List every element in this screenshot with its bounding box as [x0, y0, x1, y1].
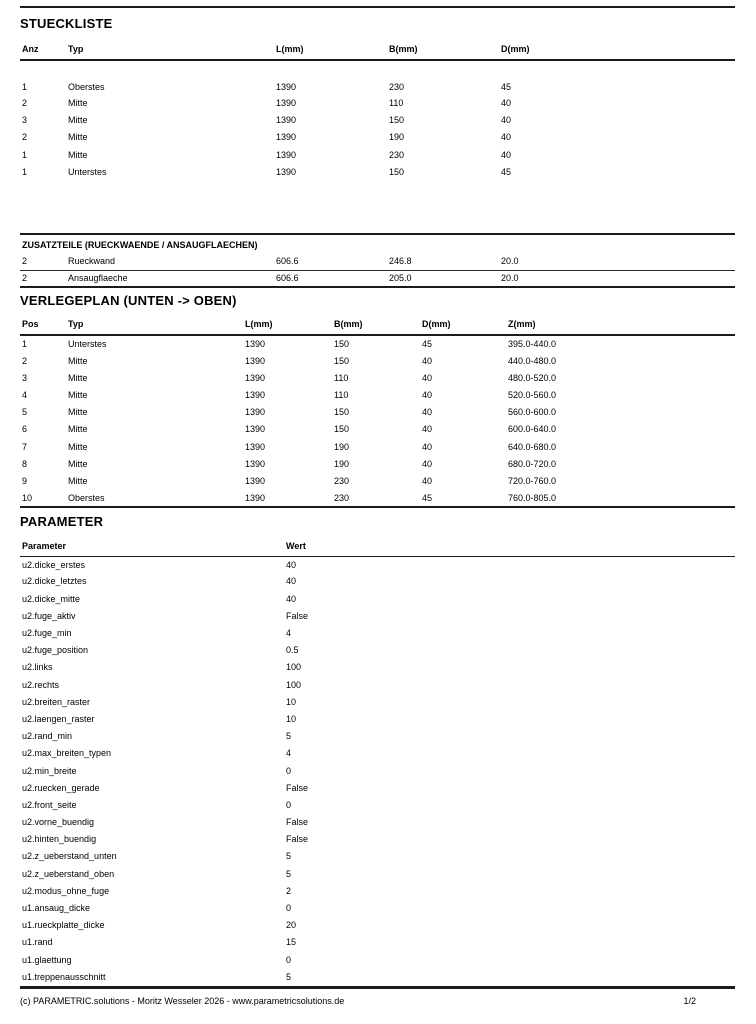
table-row [20, 370, 735, 387]
cell-parameter-wert: 0 [286, 903, 292, 914]
footer-rule [20, 986, 735, 989]
table-row [20, 556, 735, 573]
cell-l: 606.6 [276, 272, 299, 283]
cell-d: 40 [501, 132, 512, 143]
cell-parameter-name: u2.links [22, 662, 53, 673]
cell-typ: Mitte [68, 475, 88, 486]
cell-parameter-name: u2.max_breiten_typen [22, 748, 112, 759]
cell-typ: Mitte [68, 98, 88, 109]
cell-typ: Mitte [68, 458, 88, 469]
cell-z: 520.0-560.0 [508, 389, 557, 400]
cell-parameter-name: u2.fuge_aktiv [22, 610, 76, 621]
column-header-anz: Anz [20, 41, 68, 60]
cell-parameter-wert: 40 [286, 593, 297, 604]
cell-z: 760.0-805.0 [508, 492, 557, 503]
column-header-wert: Wert [286, 537, 735, 556]
cell-d: 40 [422, 407, 433, 418]
cell-d: 40 [422, 475, 433, 486]
table-row [20, 573, 735, 590]
cell-parameter-wert: 40 [286, 576, 297, 587]
cell-parameter-wert: 4 [286, 628, 292, 639]
table-row [20, 659, 735, 676]
cell-parameter-name: u1.rueckplatte_dicke [22, 920, 105, 931]
cell-d: 45 [422, 338, 433, 349]
cell-parameter-wert: 4 [286, 748, 292, 759]
cell-typ: Mitte [68, 389, 88, 400]
table-row [20, 335, 735, 352]
cell-parameter-name: u2.z_ueberstand_unten [22, 851, 117, 862]
cell-parameter-name: u1.treppenausschnitt [22, 971, 106, 982]
cell-typ: Ansaugflaeche [68, 272, 128, 283]
cell-l: 1390 [245, 355, 266, 366]
cell-typ: Mitte [68, 115, 88, 126]
cell-l: 1390 [245, 475, 266, 486]
cell-parameter-wert: 40 [286, 559, 297, 570]
stueckliste-title: STUECKLISTE [20, 16, 113, 31]
table-row [20, 934, 735, 951]
cell-parameter-wert: 100 [286, 662, 302, 673]
cell-parameter-wert: 10 [286, 696, 297, 707]
table-row [20, 900, 735, 917]
cell-l: 606.6 [276, 253, 389, 270]
cell-parameter-wert: 5 [286, 868, 292, 879]
cell-parameter-wert: 0 [286, 799, 292, 810]
cell-d: 40 [501, 149, 512, 160]
cell-b: 205.0 [389, 272, 412, 283]
cell-z: 560.0-600.0 [508, 407, 557, 418]
table-row [20, 112, 735, 129]
column-header-z: Z(mm) [508, 316, 735, 335]
cell-d: 40 [422, 441, 433, 452]
cell-b: 150 [334, 355, 350, 366]
table-row [20, 625, 735, 642]
cell-typ: Rueckwand [68, 253, 276, 270]
cell-parameter-wert: 0 [286, 954, 292, 965]
cell-parameter-wert: 5 [286, 971, 292, 982]
cell-l: 1390 [276, 98, 297, 109]
column-header-pos: Pos [20, 316, 68, 335]
cell-parameter-name: u2.dicke_mitte [22, 593, 81, 604]
cell-l: 1390 [245, 458, 266, 469]
table-row [20, 473, 735, 490]
cell-parameter-name: u2.laengen_raster [22, 713, 95, 724]
cell-l: 1390 [276, 81, 297, 92]
cell-d: 40 [501, 98, 512, 109]
table-row [20, 728, 735, 745]
cell-d: 40 [422, 355, 433, 366]
table-row [20, 608, 735, 625]
cell-parameter-wert: 0.5 [286, 645, 299, 656]
cell-pos: 5 [22, 407, 28, 418]
cell-l: 1390 [276, 132, 297, 143]
cell-z: 680.0-720.0 [508, 458, 557, 469]
cell-anz: 3 [22, 115, 28, 126]
cell-pos: 6 [22, 424, 28, 435]
table-row [20, 60, 735, 95]
table-row [20, 270, 735, 287]
column-header-typ: Typ [68, 316, 245, 335]
cell-parameter-name: u1.rand [22, 937, 53, 948]
table-row [20, 642, 735, 659]
cell-b: 150 [389, 115, 405, 126]
parameter-table [20, 537, 735, 986]
page-number: 1/2 [683, 996, 696, 1006]
copyright-text: (c) PARAMETRIC.solutions - Moritz Wesseler 2026 - www.parametricsolutions.de [20, 996, 345, 1006]
stueckliste-header-row [20, 41, 735, 60]
cell-d: 40 [422, 389, 433, 400]
cell-typ: Mitte [68, 132, 88, 143]
cell-parameter-wert: 15 [286, 937, 297, 948]
cell-anz: 2 [22, 132, 28, 143]
column-header-parameter: Parameter [20, 537, 286, 556]
cell-parameter-name: u2.rechts [22, 679, 60, 690]
table-row [20, 164, 735, 181]
cell-pos: 1 [22, 338, 28, 349]
parameter-title: PARAMETER [20, 514, 104, 530]
table-row [20, 952, 735, 969]
cell-b: 230 [334, 492, 350, 503]
top-rule [20, 6, 735, 8]
table-row [20, 848, 735, 865]
column-header-b: B(mm) [389, 41, 501, 60]
cell-d: 40 [422, 424, 433, 435]
table-row [20, 762, 735, 779]
table-row [20, 456, 735, 473]
cell-parameter-name: u2.dicke_letztes [22, 576, 87, 587]
cell-z: 480.0-520.0 [508, 372, 557, 383]
cell-l: 1390 [245, 492, 266, 503]
cell-b: 150 [334, 424, 350, 435]
cell-parameter-wert: False [286, 834, 309, 845]
table-row [20, 438, 735, 455]
cell-anz: 2 [20, 253, 68, 270]
cell-parameter-name: u2.hinten_buendig [22, 834, 97, 845]
column-header-d: D(mm) [422, 316, 508, 335]
table-row [20, 866, 735, 883]
cell-d: 20.0 [501, 253, 735, 270]
verlegeplan-table [20, 316, 735, 508]
cell-parameter-wert: 5 [286, 851, 292, 862]
cell-parameter-wert: 20 [286, 920, 297, 931]
table-row [20, 831, 735, 848]
cell-l: 1390 [245, 372, 266, 383]
cell-l: 1390 [245, 338, 266, 349]
cell-typ: Mitte [68, 355, 88, 366]
table-row [20, 421, 735, 438]
cell-parameter-name: u2.min_breite [22, 765, 77, 776]
verlegeplan-title: VERLEGEPLAN (UNTEN -> OBEN) [20, 293, 237, 309]
cell-l: 1390 [245, 424, 266, 435]
cell-anz: 1 [22, 81, 28, 92]
column-header-l: L(mm) [276, 41, 389, 60]
cell-d: 40 [501, 115, 512, 126]
cell-z: 395.0-440.0 [508, 338, 557, 349]
table-row [20, 353, 735, 370]
table-row [20, 677, 735, 694]
cell-d: 40 [422, 458, 433, 469]
cell-typ: Mitte [68, 441, 88, 452]
cell-b: 230 [389, 81, 405, 92]
table-row [20, 969, 735, 986]
cell-d: 45 [422, 492, 433, 503]
cell-anz: 1 [22, 166, 28, 177]
cell-parameter-name: u2.z_ueberstand_oben [22, 868, 115, 879]
cell-z: 640.0-680.0 [508, 441, 557, 452]
cell-b: 190 [334, 458, 350, 469]
table-row [20, 404, 735, 421]
table-row [20, 711, 735, 728]
table-row [20, 129, 735, 146]
cell-d: 45 [501, 166, 512, 177]
column-header-b: B(mm) [334, 316, 422, 335]
cell-b: 190 [334, 441, 350, 452]
cell-d: 45 [501, 81, 512, 92]
zusatzteile-table [20, 253, 735, 288]
table-row [20, 147, 735, 164]
cell-parameter-wert: 5 [286, 731, 292, 742]
cell-b: 150 [334, 407, 350, 418]
cell-b: 150 [334, 338, 350, 349]
cell-parameter-name: u2.rand_min [22, 731, 73, 742]
table-row [20, 95, 735, 112]
cell-parameter-wert: 0 [286, 765, 292, 776]
zusatzteile-title: ZUSATZTEILE (RUECKWAENDE / ANSAUGFLAECHEN) [22, 239, 258, 250]
cell-parameter-name: u2.front_seite [22, 799, 77, 810]
cell-pos: 10 [22, 492, 33, 503]
cell-parameter-name: u2.breiten_raster [22, 696, 91, 707]
cell-b: 230 [334, 475, 350, 486]
cell-d: 40 [422, 372, 433, 383]
cell-parameter-wert: 10 [286, 713, 297, 724]
cell-parameter-name: u2.vorne_buendig [22, 817, 95, 828]
cell-parameter-name: u2.fuge_position [22, 645, 89, 656]
cell-parameter-wert: 2 [286, 885, 292, 896]
cell-l: 1390 [276, 166, 297, 177]
cell-typ: Mitte [68, 407, 88, 418]
cell-pos: 9 [22, 475, 28, 486]
cell-l: 1390 [245, 389, 266, 400]
cell-parameter-name: u2.ruecken_gerade [22, 782, 100, 793]
cell-l: 1390 [245, 441, 266, 452]
cell-anz: 2 [22, 272, 28, 283]
cell-parameter-name: u2.modus_ohne_fuge [22, 885, 110, 896]
cell-b: 150 [389, 166, 405, 177]
cell-parameter-name: u1.glaettung [22, 954, 72, 965]
table-row [20, 814, 735, 831]
cell-l: 1390 [276, 149, 297, 160]
cell-b: 246.8 [389, 253, 501, 270]
column-header-l: L(mm) [245, 316, 334, 335]
cell-parameter-name: u1.ansaug_dicke [22, 903, 91, 914]
page-footer [20, 986, 735, 1007]
table-row [20, 387, 735, 404]
cell-typ: Unterstes [68, 338, 107, 349]
table-row [20, 917, 735, 934]
cell-z: 600.0-640.0 [508, 424, 557, 435]
cell-pos: 7 [22, 441, 28, 452]
table-row [20, 745, 735, 762]
parameter-header-row [20, 537, 735, 556]
verlegeplan-header-row [20, 316, 735, 335]
table-row [20, 490, 735, 507]
cell-parameter-wert: False [286, 817, 309, 828]
table-row [20, 780, 735, 797]
column-header-d: D(mm) [501, 41, 735, 60]
cell-pos: 2 [22, 355, 28, 366]
cell-parameter-wert: False [286, 610, 309, 621]
table-row [20, 591, 735, 608]
cell-typ: Mitte [68, 372, 88, 383]
cell-typ: Oberstes [68, 492, 105, 503]
cell-b: 190 [389, 132, 405, 143]
table-row [20, 253, 735, 270]
cell-typ: Unterstes [68, 166, 107, 177]
document-content [20, 0, 735, 986]
cell-parameter-name: u2.dicke_erstes [22, 559, 86, 570]
table-row [20, 797, 735, 814]
cell-pos: 3 [22, 372, 28, 383]
cell-b: 230 [389, 149, 405, 160]
cell-anz: 1 [22, 149, 28, 160]
footer-row [20, 996, 735, 1007]
cell-b: 110 [334, 389, 349, 400]
cell-anz: 2 [22, 98, 28, 109]
cell-b: 110 [334, 372, 349, 383]
column-header-typ: Typ [68, 41, 276, 60]
cell-l: 1390 [276, 115, 297, 126]
cell-parameter-wert: False [286, 782, 309, 793]
cell-d: 20.0 [501, 272, 519, 283]
cell-l: 1390 [245, 407, 266, 418]
cell-typ: Mitte [68, 149, 88, 160]
cell-typ: Oberstes [68, 81, 105, 92]
table-row [20, 694, 735, 711]
cell-parameter-name: u2.fuge_min [22, 628, 72, 639]
cell-pos: 4 [22, 389, 28, 400]
cell-z: 440.0-480.0 [508, 355, 557, 366]
stueckliste-table [20, 41, 735, 181]
cell-z: 720.0-760.0 [508, 475, 557, 486]
cell-parameter-wert: 100 [286, 679, 302, 690]
cell-b: 110 [389, 98, 404, 109]
cell-pos: 8 [22, 458, 28, 469]
cell-typ: Mitte [68, 424, 88, 435]
table-row [20, 883, 735, 900]
